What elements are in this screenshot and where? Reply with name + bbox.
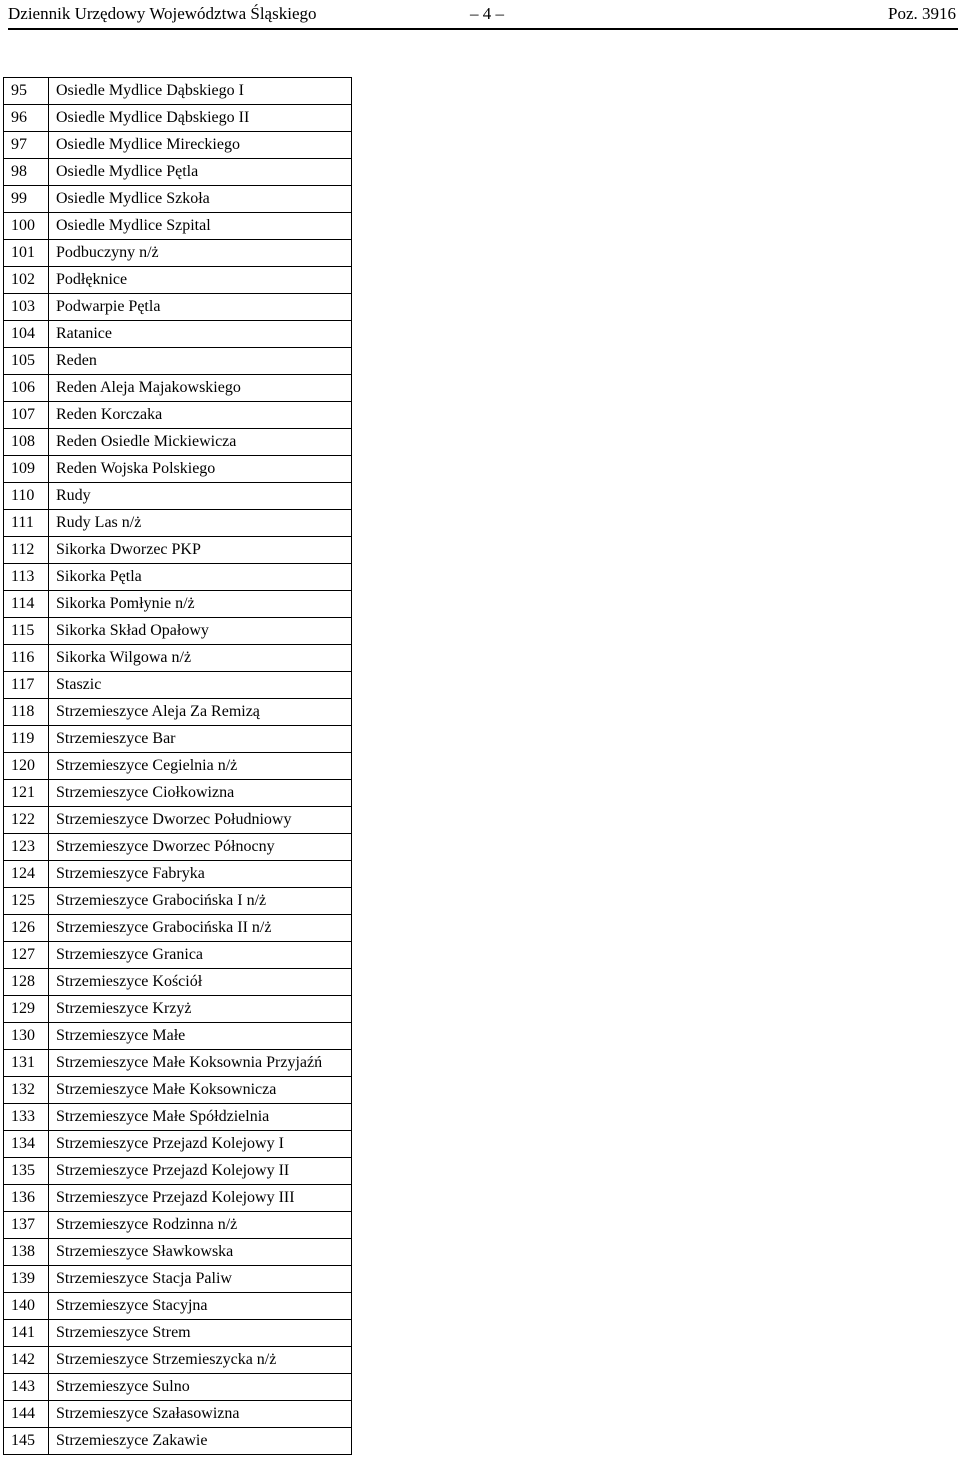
stop-number: 128 xyxy=(4,969,49,996)
stop-number: 110 xyxy=(4,483,49,510)
stop-name: Strzemieszyce Strem xyxy=(49,1320,352,1347)
table-row xyxy=(4,537,352,564)
stop-name: Reden Osiedle Mickiewicza xyxy=(49,429,352,456)
table-row xyxy=(4,1212,352,1239)
stop-number: 96 xyxy=(4,105,49,132)
stop-name: Strzemieszyce Stacja Paliw xyxy=(49,1266,352,1293)
stop-number: 102 xyxy=(4,267,49,294)
stop-name: Strzemieszyce Szałasowizna xyxy=(49,1401,352,1428)
stop-name: Strzemieszyce Bar xyxy=(49,726,352,753)
table-row xyxy=(4,483,352,510)
table-row xyxy=(4,105,352,132)
stop-number: 103 xyxy=(4,294,49,321)
stop-name: Strzemieszyce Przejazd Kolejowy I xyxy=(49,1131,352,1158)
stop-name: Strzemieszyce Kościół xyxy=(49,969,352,996)
stop-name: Strzemieszyce Przejazd Kolejowy III xyxy=(49,1185,352,1212)
stop-name: Strzemieszyce Przejazd Kolejowy II xyxy=(49,1158,352,1185)
stop-name: Sikorka Pętla xyxy=(49,564,352,591)
table-row xyxy=(4,834,352,861)
stops-table xyxy=(3,77,352,1455)
stop-name: Reden Wojska Polskiego xyxy=(49,456,352,483)
stop-number: 134 xyxy=(4,1131,49,1158)
stop-name: Strzemieszyce Granica xyxy=(49,942,352,969)
stop-name: Staszic xyxy=(49,672,352,699)
stop-number: 131 xyxy=(4,1050,49,1077)
stop-name: Strzemieszyce Zakawie xyxy=(49,1428,352,1455)
table-row xyxy=(4,915,352,942)
stop-number: 113 xyxy=(4,564,49,591)
stop-number: 125 xyxy=(4,888,49,915)
stop-name: Strzemieszyce Małe Koksownicza xyxy=(49,1077,352,1104)
stop-name: Osiedle Mydlice Dąbskiego II xyxy=(49,105,352,132)
table-row xyxy=(4,996,352,1023)
stop-number: 137 xyxy=(4,1212,49,1239)
stop-name: Podwarpie Pętla xyxy=(49,294,352,321)
stop-name: Osiedle Mydlice Dąbskiego I xyxy=(49,78,352,105)
table-row xyxy=(4,294,352,321)
stop-number: 111 xyxy=(4,510,49,537)
stop-number: 143 xyxy=(4,1374,49,1401)
stop-number: 104 xyxy=(4,321,49,348)
table-row xyxy=(4,969,352,996)
table-row xyxy=(4,375,352,402)
stop-number: 144 xyxy=(4,1401,49,1428)
table-row xyxy=(4,672,352,699)
table-row xyxy=(4,1158,352,1185)
stop-number: 120 xyxy=(4,753,49,780)
table-row xyxy=(4,1077,352,1104)
stop-number: 124 xyxy=(4,861,49,888)
stop-number: 138 xyxy=(4,1239,49,1266)
stop-number: 101 xyxy=(4,240,49,267)
stop-number: 123 xyxy=(4,834,49,861)
stop-number: 136 xyxy=(4,1185,49,1212)
stop-number: 98 xyxy=(4,159,49,186)
stop-number: 116 xyxy=(4,645,49,672)
table-row xyxy=(4,78,352,105)
stop-number: 140 xyxy=(4,1293,49,1320)
table-row xyxy=(4,186,352,213)
table-row xyxy=(4,1320,352,1347)
table-row xyxy=(4,1239,352,1266)
stop-name: Sikorka Dworzec PKP xyxy=(49,537,352,564)
table-row xyxy=(4,1131,352,1158)
table-row xyxy=(4,267,352,294)
table-row xyxy=(4,699,352,726)
table-row xyxy=(4,591,352,618)
stop-name: Strzemieszyce Rodzinna n/ż xyxy=(49,1212,352,1239)
table-row xyxy=(4,888,352,915)
stop-name: Osiedle Mydlice Mireckiego xyxy=(49,132,352,159)
table-row xyxy=(4,213,352,240)
table-row xyxy=(4,807,352,834)
stop-name: Rudy xyxy=(49,483,352,510)
page-header xyxy=(8,0,958,30)
stop-name: Strzemieszyce Krzyż xyxy=(49,996,352,1023)
table-row xyxy=(4,618,352,645)
stop-number: 95 xyxy=(4,78,49,105)
stop-number: 108 xyxy=(4,429,49,456)
stop-number: 141 xyxy=(4,1320,49,1347)
stop-name: Strzemieszyce Dworzec Północny xyxy=(49,834,352,861)
table-row xyxy=(4,1401,352,1428)
stop-name: Strzemieszyce Małe xyxy=(49,1023,352,1050)
stop-name: Strzemieszyce Fabryka xyxy=(49,861,352,888)
stop-name: Sikorka Skład Opałowy xyxy=(49,618,352,645)
stop-number: 115 xyxy=(4,618,49,645)
stop-number: 133 xyxy=(4,1104,49,1131)
stop-name: Podbuczyny n/ż xyxy=(49,240,352,267)
table-row xyxy=(4,645,352,672)
position-number: Poz. 3916 xyxy=(888,4,956,23)
stops-table-body xyxy=(4,78,352,1455)
stop-number: 100 xyxy=(4,213,49,240)
stop-name: Reden xyxy=(49,348,352,375)
table-row xyxy=(4,159,352,186)
stop-number: 121 xyxy=(4,780,49,807)
stop-name: Osiedle Mydlice Pętla xyxy=(49,159,352,186)
stop-name: Ratanice xyxy=(49,321,352,348)
stop-name: Strzemieszyce Grabocińska II n/ż xyxy=(49,915,352,942)
table-row xyxy=(4,861,352,888)
stop-number: 122 xyxy=(4,807,49,834)
stop-number: 105 xyxy=(4,348,49,375)
table-row xyxy=(4,240,352,267)
table-row xyxy=(4,456,352,483)
journal-title: Dziennik Urzędowy Województwa Śląskiego xyxy=(8,4,317,23)
table-row xyxy=(4,510,352,537)
table-row xyxy=(4,1374,352,1401)
table-row xyxy=(4,1023,352,1050)
table-row xyxy=(4,780,352,807)
stop-number: 109 xyxy=(4,456,49,483)
stop-number: 99 xyxy=(4,186,49,213)
stop-name: Strzemieszyce Ciołkowizna xyxy=(49,780,352,807)
table-row xyxy=(4,1347,352,1374)
table-row xyxy=(4,1050,352,1077)
stop-number: 129 xyxy=(4,996,49,1023)
stop-name: Reden Korczaka xyxy=(49,402,352,429)
stop-name: Rudy Las n/ż xyxy=(49,510,352,537)
stop-number: 135 xyxy=(4,1158,49,1185)
table-row xyxy=(4,726,352,753)
stop-name: Strzemieszyce Stacyjna xyxy=(49,1293,352,1320)
stop-number: 119 xyxy=(4,726,49,753)
stop-name: Reden Aleja Majakowskiego xyxy=(49,375,352,402)
stop-name: Sikorka Pomłynie n/ż xyxy=(49,591,352,618)
stop-name: Strzemieszyce Strzemieszycka n/ż xyxy=(49,1347,352,1374)
stop-name: Strzemieszyce Małe Spółdzielnia xyxy=(49,1104,352,1131)
stop-name: Osiedle Mydlice Szpital xyxy=(49,213,352,240)
stop-name: Strzemieszyce Sulno xyxy=(49,1374,352,1401)
table-row xyxy=(4,1104,352,1131)
stop-number: 130 xyxy=(4,1023,49,1050)
stop-name: Strzemieszyce Cegielnia n/ż xyxy=(49,753,352,780)
table-row xyxy=(4,1185,352,1212)
table-row xyxy=(4,942,352,969)
stop-name: Strzemieszyce Aleja Za Remizą xyxy=(49,699,352,726)
stop-number: 117 xyxy=(4,672,49,699)
stop-number: 97 xyxy=(4,132,49,159)
stop-number: 142 xyxy=(4,1347,49,1374)
stop-number: 127 xyxy=(4,942,49,969)
stop-number: 107 xyxy=(4,402,49,429)
table-row xyxy=(4,1266,352,1293)
page-number: – 4 – xyxy=(470,4,504,23)
table-row xyxy=(4,429,352,456)
table-row xyxy=(4,402,352,429)
stop-number: 106 xyxy=(4,375,49,402)
stop-name: Strzemieszyce Grabocińska I n/ż xyxy=(49,888,352,915)
stop-name: Strzemieszyce Dworzec Południowy xyxy=(49,807,352,834)
stop-number: 132 xyxy=(4,1077,49,1104)
table-row xyxy=(4,753,352,780)
stop-number: 126 xyxy=(4,915,49,942)
stop-number: 112 xyxy=(4,537,49,564)
stop-number: 118 xyxy=(4,699,49,726)
table-row xyxy=(4,1293,352,1320)
stop-number: 139 xyxy=(4,1266,49,1293)
table-row xyxy=(4,132,352,159)
stop-number: 114 xyxy=(4,591,49,618)
stop-number: 145 xyxy=(4,1428,49,1455)
table-row xyxy=(4,564,352,591)
table-row xyxy=(4,1428,352,1455)
stop-name: Strzemieszyce Małe Koksownia Przyjaźń xyxy=(49,1050,352,1077)
table-row xyxy=(4,348,352,375)
stop-name: Osiedle Mydlice Szkoła xyxy=(49,186,352,213)
stop-name: Podłęknice xyxy=(49,267,352,294)
stop-name: Strzemieszyce Sławkowska xyxy=(49,1239,352,1266)
table-row xyxy=(4,321,352,348)
stop-name: Sikorka Wilgowa n/ż xyxy=(49,645,352,672)
